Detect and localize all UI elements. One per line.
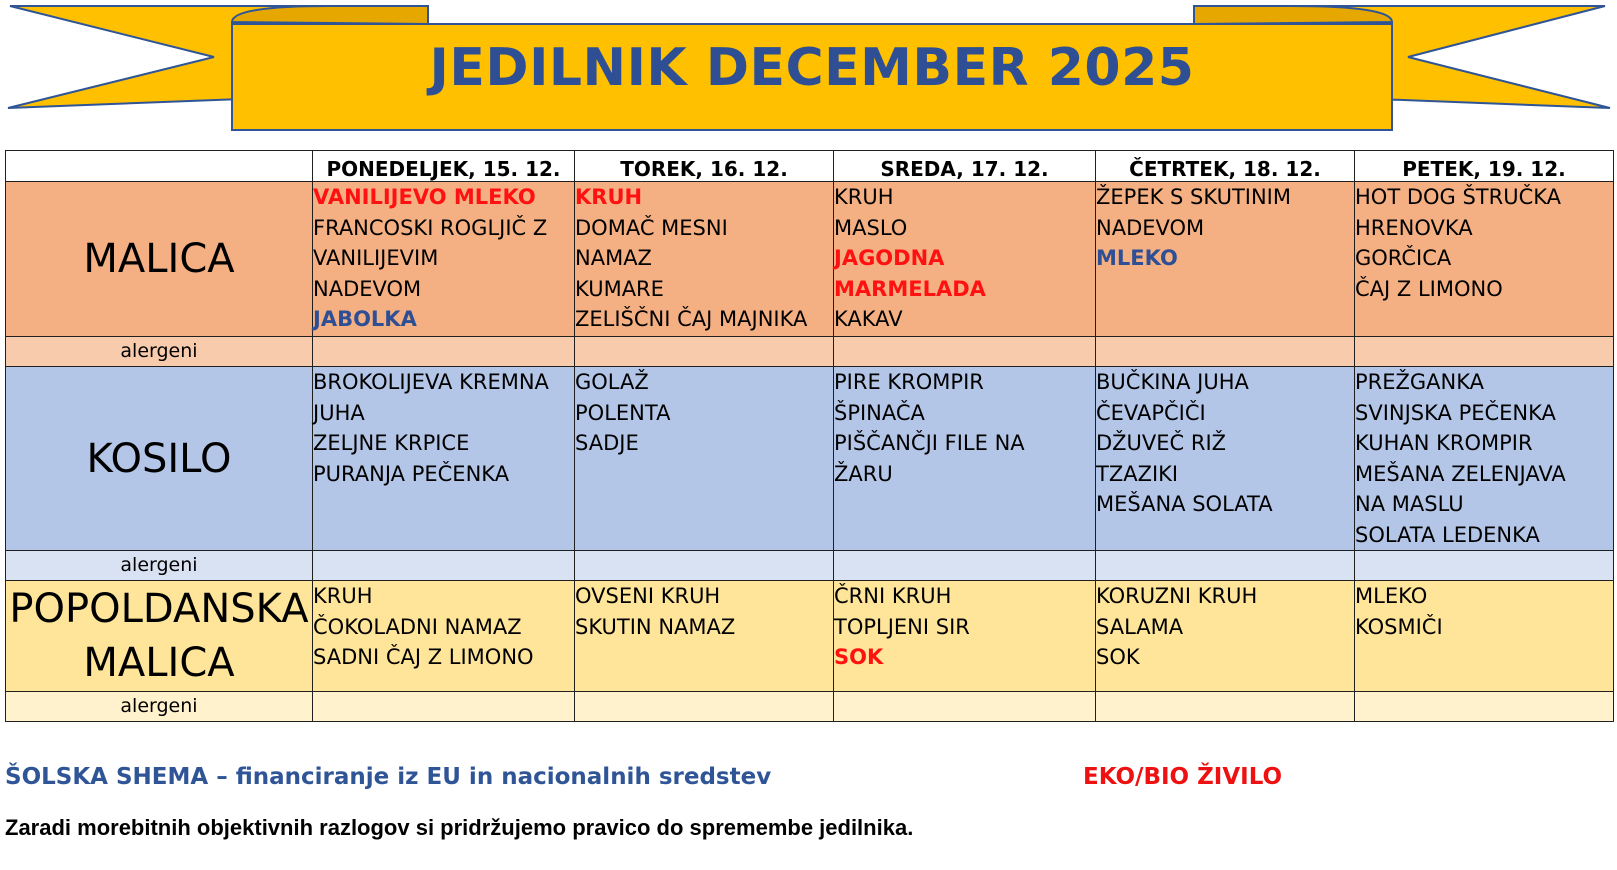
menu-cell xyxy=(1096,367,1355,551)
allergen-cell xyxy=(1096,337,1355,367)
allergen-cell xyxy=(1096,692,1355,722)
menu-item: KRUH xyxy=(575,185,643,209)
menu-item: PIŠČANČJI FILE NA xyxy=(834,431,1025,455)
allergen-row-popoldanska xyxy=(6,692,1614,722)
menu-item: NAMAZ xyxy=(575,246,652,270)
menu-item: NADEVOM xyxy=(1096,215,1205,240)
allergen-cell xyxy=(1355,692,1614,722)
allergen-cell xyxy=(834,551,1096,581)
menu-item: SKUTIN NAMAZ xyxy=(575,614,736,639)
allergen-cell xyxy=(313,337,575,367)
menu-item: PREŽGANKA xyxy=(1355,370,1485,394)
school-scheme-note: ŠOLSKA SHEMA – financiranje iz EU in nacionalnih sredstev xyxy=(5,764,772,790)
menu-item: BROKOLIJEVA KREMNA xyxy=(313,370,549,394)
meal-label-line: MALICA xyxy=(83,640,235,686)
menu-cell xyxy=(1355,367,1614,551)
menu-item: SVINJSKA PEČENKA xyxy=(1355,400,1556,425)
menu-item: ŽEPEK S SKUTINIM xyxy=(1096,185,1291,209)
menu-cell xyxy=(313,367,575,551)
menu-item: MLEKO xyxy=(1355,584,1428,608)
menu-cell xyxy=(1096,182,1355,337)
allergen-cell xyxy=(834,337,1096,367)
menu-item: ČRNI KRUH xyxy=(834,584,952,608)
menu-item: PURANJA PEČENKA xyxy=(313,461,510,486)
menu-item: TOPLJENI SIR xyxy=(834,614,970,639)
menu-item: SADNI ČAJ Z LIMONO xyxy=(313,645,534,669)
menu-item: KUHAN KROMPIR xyxy=(1355,431,1533,455)
allergen-cell xyxy=(1355,337,1614,367)
menu-item: MASLO xyxy=(834,215,908,240)
meal-label-kosilo: KOSILO xyxy=(6,367,313,551)
menu-item: NADEVOM xyxy=(313,276,422,301)
allergen-cell xyxy=(1096,551,1355,581)
menu-cell xyxy=(1355,581,1614,692)
menu-cell xyxy=(575,182,834,337)
menu-item: DŽUVEČ RIŽ xyxy=(1096,431,1227,455)
allergen-row-malica xyxy=(6,337,1614,367)
menu-cell xyxy=(834,581,1096,692)
popoldanska-row xyxy=(6,581,1614,692)
menu-item: SALAMA xyxy=(1096,614,1184,639)
allergen-cell xyxy=(575,337,834,367)
menu-cell xyxy=(575,581,834,692)
menu-cell xyxy=(313,581,575,692)
day-header-monday: PONEDELJEK, 15. 12. xyxy=(313,151,575,182)
menu-table xyxy=(5,150,1614,722)
menu-item: DOMAČ MESNI xyxy=(575,215,728,240)
allergen-row-kosilo xyxy=(6,551,1614,581)
meal-label-line: POPOLDANSKA xyxy=(9,586,309,632)
header-corner xyxy=(6,151,313,182)
kosilo-row xyxy=(6,367,1614,551)
menu-item: MEŠANA ZELENJAVA xyxy=(1355,461,1566,486)
menu-item: ZELIŠČNI ČAJ MAJNIKA xyxy=(575,307,808,331)
menu-cell xyxy=(1096,581,1355,692)
menu-item: BUČKINA JUHA xyxy=(1096,370,1249,394)
menu-item: PIRE KROMPIR xyxy=(834,370,984,394)
menu-cell xyxy=(834,367,1096,551)
menu-item: POLENTA xyxy=(575,400,671,425)
menu-item: ŽARU xyxy=(834,461,893,486)
menu-item: MARMELADA xyxy=(834,276,986,301)
menu-item: TZAZIKI xyxy=(1096,461,1179,486)
menu-item: VANILIJEVIM xyxy=(313,246,439,270)
menu-item: JAGODNA xyxy=(834,246,945,270)
menu-item: SOK xyxy=(834,645,884,669)
menu-item: GORČICA xyxy=(1355,246,1452,270)
menu-item: OVSENI KRUH xyxy=(575,584,721,608)
menu-item: JABOLKA xyxy=(313,307,417,331)
day-header-tuesday: TOREK, 16. 12. xyxy=(575,151,834,182)
menu-cell xyxy=(575,367,834,551)
banner-right-fold xyxy=(1194,6,1392,24)
allergen-label: alergeni xyxy=(6,551,313,581)
menu-item: MEŠANA SOLATA xyxy=(1096,492,1273,516)
menu-item: ČAJ Z LIMONO xyxy=(1355,276,1503,301)
menu-cell xyxy=(1355,182,1614,337)
day-header-thursday: ČETRTEK, 18. 12. xyxy=(1096,151,1355,182)
menu-item: KOSMIČI xyxy=(1355,614,1443,639)
menu-item: GOLAŽ xyxy=(575,370,649,394)
menu-item: ČOKOLADNI NAMAZ xyxy=(313,614,522,639)
menu-item: SOK xyxy=(1096,645,1140,669)
disclaimer-note: Zaradi morebitnih objektivnih razlogov si pridržujemo pravico do spremembe jedilnika. xyxy=(5,815,914,840)
banner-left-fold xyxy=(232,6,428,24)
allergen-label: alergeni xyxy=(6,337,313,367)
menu-item: ŠPINAČA xyxy=(834,400,925,425)
menu-item: KAKAV xyxy=(834,307,903,331)
menu-item: KRUH xyxy=(313,584,373,608)
allergen-label: alergeni xyxy=(6,692,313,722)
menu-item: KRUH xyxy=(834,185,894,209)
menu-item: VANILIJEVO MLEKO xyxy=(313,185,536,209)
menu-item: KUMARE xyxy=(575,276,664,301)
menu-item: ZELJNE KRPICE xyxy=(313,431,470,455)
menu-item: HRENOVKA xyxy=(1355,215,1473,240)
allergen-cell xyxy=(1355,551,1614,581)
allergen-cell xyxy=(575,692,834,722)
allergen-cell xyxy=(313,551,575,581)
menu-item: MLEKO xyxy=(1096,246,1178,270)
header-row xyxy=(6,151,1614,182)
menu-item: JUHA xyxy=(313,400,365,425)
day-header-friday: PETEK, 19. 12. xyxy=(1355,151,1614,182)
meal-label-popoldanska xyxy=(6,581,313,692)
menu-item: SOLATA LEDENKA xyxy=(1355,522,1540,547)
allergen-cell xyxy=(834,692,1096,722)
menu-item: FRANCOSKI ROGLJIČ Z xyxy=(313,215,548,240)
malica-row xyxy=(6,182,1614,337)
meal-label-malica: MALICA xyxy=(6,182,313,337)
menu-item: SADJE xyxy=(575,431,639,455)
allergen-cell xyxy=(575,551,834,581)
menu-item: NA MASLU xyxy=(1355,492,1464,516)
menu-item: ČEVAPČIČI xyxy=(1096,400,1206,425)
allergen-cell xyxy=(313,692,575,722)
menu-item: HOT DOG ŠTRUČKA xyxy=(1355,185,1562,209)
menu-cell xyxy=(313,182,575,337)
page-title: JEDILNIK DECEMBER 2025 xyxy=(429,38,1195,98)
menu-cell xyxy=(834,182,1096,337)
eko-bio-note: EKO/BIO ŽIVILO xyxy=(1083,764,1283,790)
day-header-wednesday: SREDA, 17. 12. xyxy=(834,151,1096,182)
menu-item: KORUZNI KRUH xyxy=(1096,584,1258,608)
